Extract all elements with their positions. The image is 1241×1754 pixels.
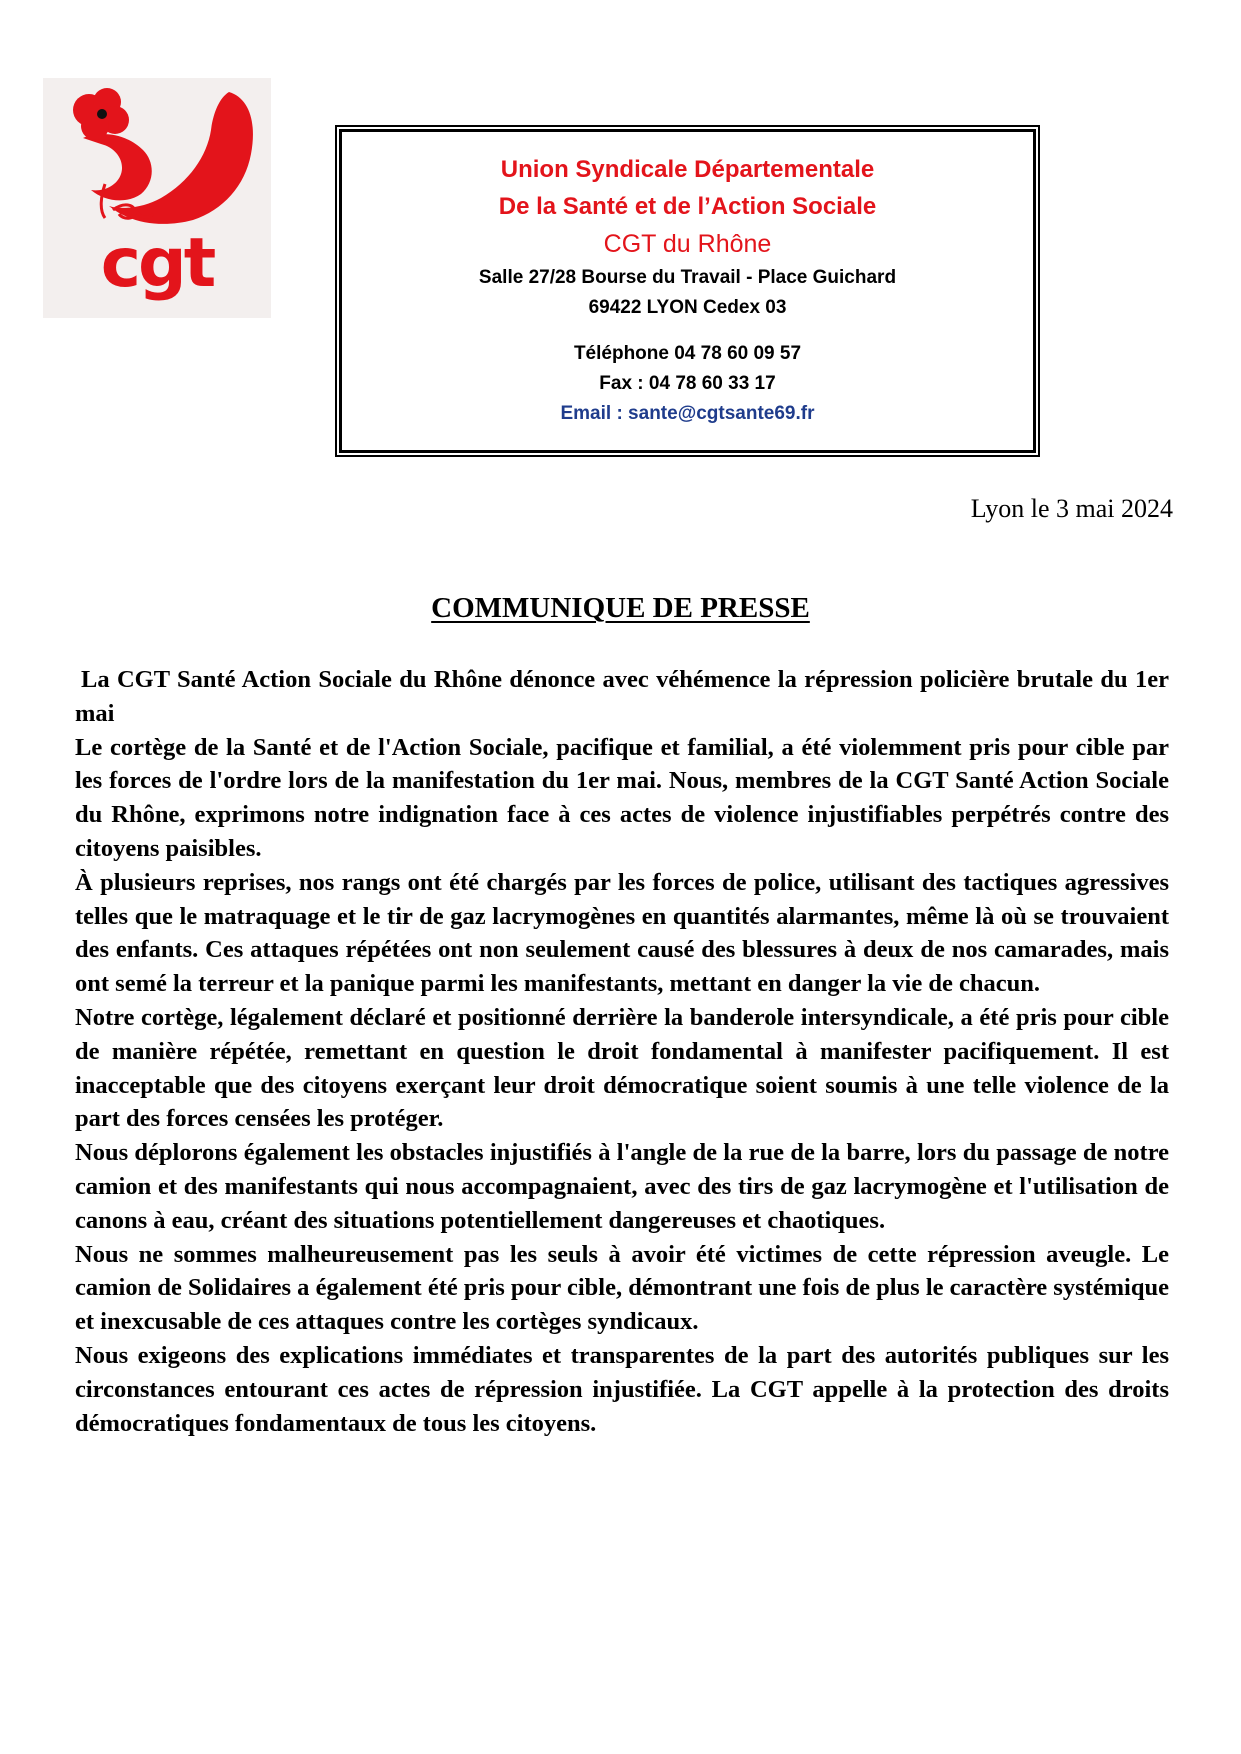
org-name-line2: De la Santé et de l’Action Sociale: [498, 193, 877, 220]
body-paragraph: La CGT Santé Action Sociale du Rhône dénonce avec véhémence la répression policière brutale du 1er mai: [75, 666, 1169, 727]
document-date: Lyon le 3 mai 2024: [970, 494, 1173, 523]
address-line2: 69422 LYON Cedex 03: [588, 297, 787, 318]
org-name-line1: Union Syndicale Départementale: [500, 156, 875, 183]
body-paragraph: À plusieurs reprises, nos rangs ont été chargés par les forces de police, utilisant des tactiques agressives telles que le matraquage et le tir de gaz lacrymogènes en quantités alarmantes, même là où se trouvaient des enfants. Ces attaques répétées ont non seulement causé des blessures à deux de nos camarades, mais ont semé la terreur et la panique parmi les manifestants, mettant en danger la vie de chacun.: [75, 868, 1169, 998]
body-paragraph: Nous exigeons des explications immédiates et transparentes de la part des autorités publiques sur les circonstances entourant ces actes de répression injustifiée. La CGT appelle à la protection des droits démocratiques fondamentaux de tous les citoyens.: [75, 1341, 1169, 1437]
document-title: COMMUNIQUE DE PRESSE: [431, 592, 810, 624]
cgt-dove-logo-icon: [43, 78, 271, 318]
body-paragraph: Notre cortège, légalement déclaré et positionné derrière la banderole intersyndicale, a été pris pour cible de manière répétée, remettant en question le droit fondamental à manifester pacifiquement. Il est inacceptable que des citoyens exerçant leur droit démocratique soient soumis à une telle violence de la part des forces censées les protéger.: [75, 1003, 1169, 1133]
phone-number: Téléphone 04 78 60 09 57: [573, 343, 802, 364]
press-release-body: [75, 663, 1169, 1440]
body-paragraph: Nous ne sommes malheureusement pas les seuls à avoir été victimes de cette répression aveugle. Le camion de Solidaires a également été pris pour cible, démontrant une fois de plus le caractère systémique et inexcusable de ces attaques contre les cortèges syndicaux.: [75, 1240, 1169, 1336]
body-paragraph: Le cortège de la Santé et de l'Action Sociale, pacifique et familial, a été violemment pris pour cible par les forces de l'ordre lors de la manifestation du 1er mai. Nous, membres de la CGT Santé Action Sociale du Rhône, exprimons notre indignation face à ces actes de violence injustifiables perpétrés contre des citoyens paisibles.: [75, 733, 1169, 862]
organization-header-box: [339, 129, 1036, 453]
email-address: Email : sante@cgtsante69.fr: [560, 403, 815, 424]
svg-text:cgt: cgt: [100, 224, 214, 303]
cgt-logo: [43, 78, 271, 318]
org-name-line3: CGT du Rhône: [603, 230, 772, 258]
address-line1: Salle 27/28 Bourse du Travail - Place Guichard: [478, 267, 897, 288]
body-paragraph: Nous déplorons également les obstacles injustifiés à l'angle de la rue de la barre, lors du passage de notre camion et des manifestants qui nous accompagnaient, avec des tirs de gaz lacrymogène et l'utilisation de canons à eau, créant des situations potentiellement dangereuses et chaotiques.: [75, 1139, 1169, 1234]
fax-number: Fax : 04 78 60 33 17: [599, 373, 776, 394]
